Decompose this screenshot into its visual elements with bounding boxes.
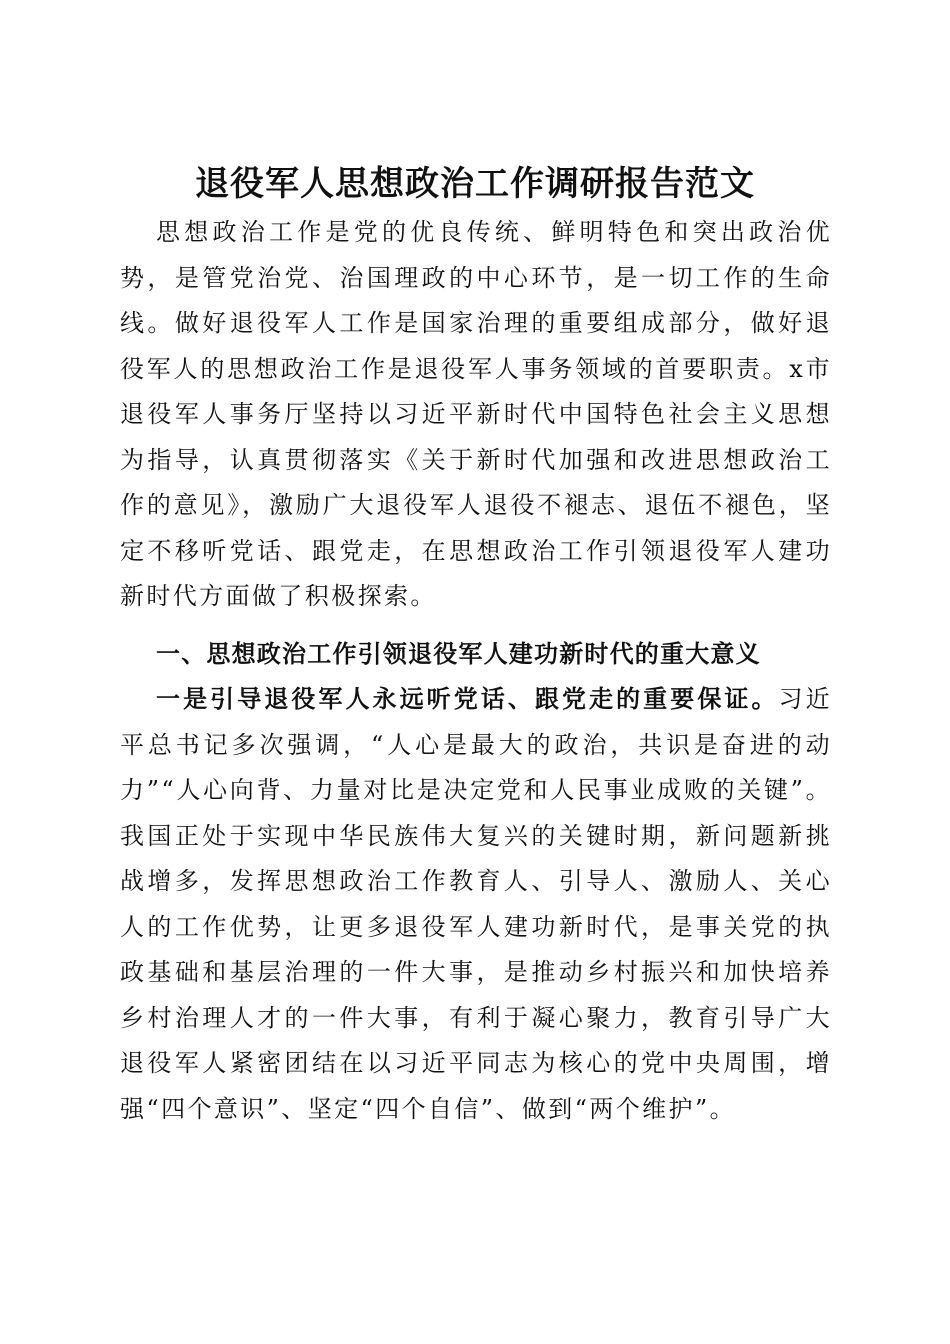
intro-paragraph: 思想政治工作是党的优良传统、鲜明特色和突出政治优势，是管党治党、治国理政的中心环节，是一切工作的生命线。做好退役军人工作是国家治理的重要组成部分，做好退役军人的思想政治工作是退役军人事务领域的首要职责。x市退役军人事务厅坚持以习近平新时代中国特色社会主义思想为指导，认真贯彻落实《关于新时代加强和改进思想政治工作的意见》，激励广大退役军人退役不褪志、退伍不褪色，坚定不移听党话、跟党走，在思想政治工作引领退役军人建功新时代方面做了积极探索。: [120, 218, 832, 610]
paragraph-lead-sentence: 一是引导退役军人永远听党话、跟党走的重要保证。: [156, 685, 779, 713]
paragraph-body-text: 习近平总书记多次强调，“人心是最大的政治，共识是奋进的动力”“人心向背、力量对比是决定党和人民事业成败的关键”。我国正处于实现中华民族伟大复兴的关键时期，新问题新挑战增多，发挥思想政治工作教育人、引导人、激励人、关心人的工作优势，让更多退役军人建功新时代，是事关党的执政基础和基层治理的一件大事，是推动乡村振兴和加快培养乡村治理人才的一件大事，有利于凝心聚力，教育引导广大退役军人紧密团结在以习近平同志为核心的党中央周围，增强“四个意识”、坚定“四个自信”、做到“两个维护”。: [120, 685, 832, 1123]
document-title: 退役军人思想政治工作调研报告范文: [195, 163, 755, 204]
section-paragraph: [120, 677, 832, 1132]
section-heading: 一、思想政治工作引领退役军人建功新时代的重大意义: [156, 640, 761, 668]
